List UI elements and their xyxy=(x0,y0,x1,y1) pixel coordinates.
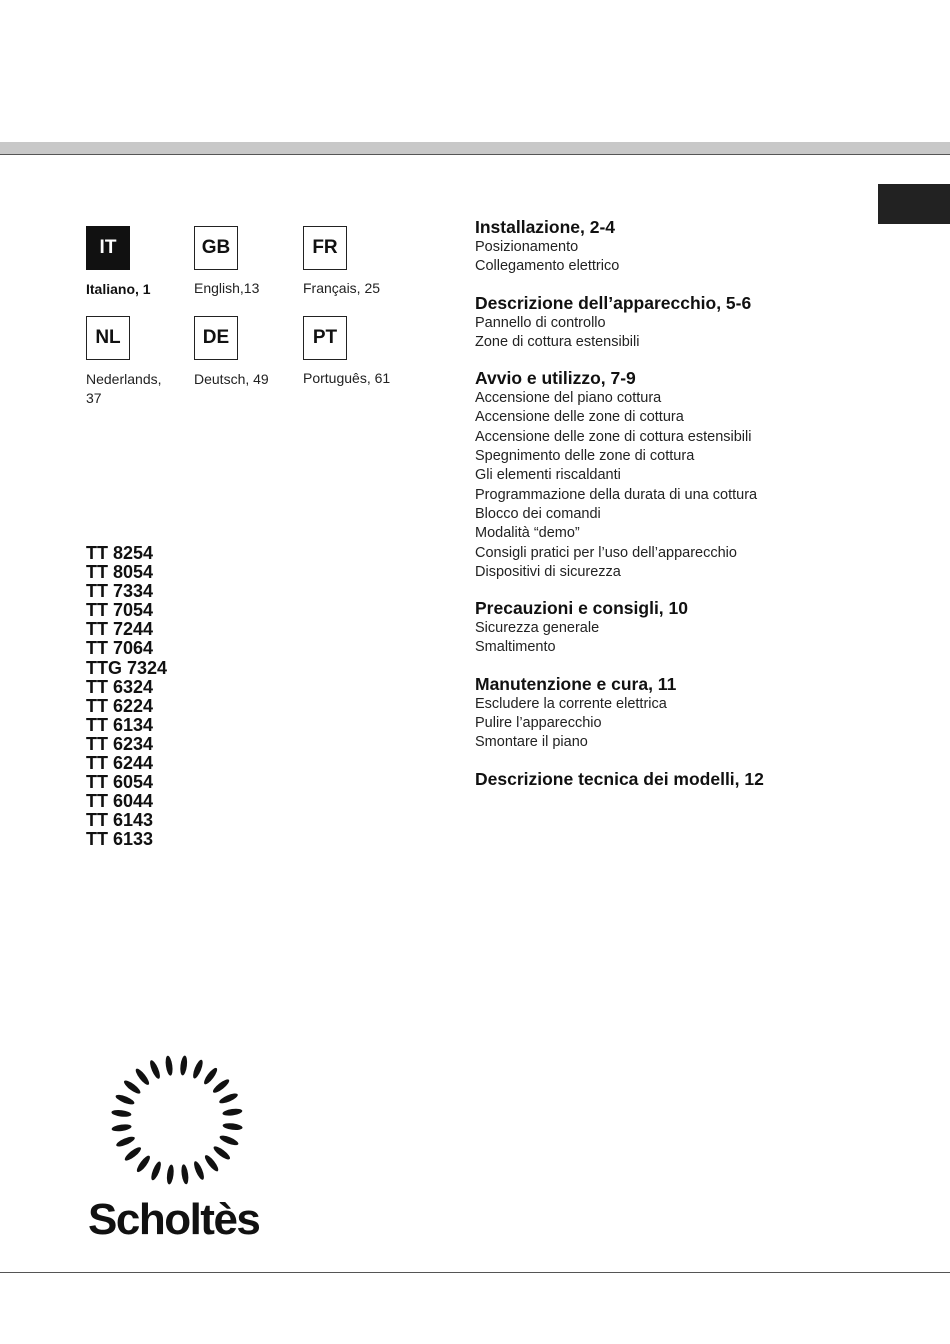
model-item: TTG 7324 xyxy=(86,657,168,678)
toc-heading[interactable]: Installazione, 2-4 xyxy=(475,217,616,237)
toc-item[interactable]: Pulire l’apparecchio xyxy=(475,715,602,732)
toc-section xyxy=(475,597,875,658)
toc-item[interactable]: Blocco dei comandi xyxy=(475,505,601,522)
model-item: TT 6324 xyxy=(86,676,154,697)
toc-item[interactable]: Accensione delle zone di cottura estensibili xyxy=(475,428,752,445)
lang-label-it[interactable]: Italiano, 1 xyxy=(86,281,151,297)
lang-box-it[interactable]: IT xyxy=(86,226,130,270)
sun-ray xyxy=(111,1123,132,1132)
model-item: TT 7054 xyxy=(86,600,154,621)
lang-label-gb[interactable]: English,13 xyxy=(194,280,260,296)
header-divider xyxy=(0,154,950,155)
toc-item[interactable]: Accensione del piano cottura xyxy=(475,390,662,407)
table-of-contents xyxy=(475,216,875,805)
model-list xyxy=(86,544,167,850)
toc-heading[interactable]: Precauzioni e consigli, 10 xyxy=(475,598,688,619)
model-item: TT 6244 xyxy=(86,753,154,774)
lang-label-nl[interactable]: Nederlands, 37 xyxy=(86,371,162,406)
model-item: TT 7244 xyxy=(86,619,154,640)
toc-section xyxy=(475,292,875,353)
lang-box-pt[interactable]: PT xyxy=(303,316,347,360)
sun-ray xyxy=(179,1055,188,1076)
toc-item[interactable]: Pannello di controllo xyxy=(475,314,606,331)
sun-ray xyxy=(222,1108,243,1117)
toc-item[interactable]: Dispositivi di sicurezza xyxy=(475,563,621,580)
toc-section xyxy=(475,768,875,790)
footer-divider xyxy=(0,1272,950,1273)
lang-box-nl[interactable]: NL xyxy=(86,316,130,360)
toc-item[interactable]: Zone di cottura estensibili xyxy=(475,333,640,350)
toc-item[interactable]: Collegamento elettrico xyxy=(475,258,620,275)
toc-item[interactable]: Posizionamento xyxy=(475,239,579,255)
sun-ray xyxy=(123,1145,143,1162)
sun-ray xyxy=(122,1079,142,1096)
toc-item[interactable]: Smaltimento xyxy=(475,639,556,656)
toc-section xyxy=(475,673,875,753)
model-item: TT 6133 xyxy=(86,829,154,850)
sun-ray xyxy=(135,1154,152,1174)
model-item: TT 7064 xyxy=(86,638,154,659)
sun-ray xyxy=(148,1059,162,1080)
model-item: TT 8254 xyxy=(86,543,154,563)
lang-label-de[interactable]: Deutsch, 49 xyxy=(194,371,269,387)
model-item: TT 8054 xyxy=(86,562,154,583)
sun-ray xyxy=(149,1160,162,1181)
lang-label-pt[interactable]: Português, 61 xyxy=(303,370,391,386)
sun-ray xyxy=(134,1067,151,1087)
sun-ray xyxy=(211,1077,231,1094)
lang-box-de[interactable]: DE xyxy=(194,316,238,360)
section-tab-marker xyxy=(878,184,950,224)
toc-item[interactable]: Consigli pratici per l’uso dell’apparecchio xyxy=(475,544,737,561)
brand-logo-text: Scholtès xyxy=(88,1195,260,1244)
sun-ray xyxy=(115,1135,136,1149)
toc-item[interactable]: Gli elementi riscaldanti xyxy=(475,467,621,484)
model-item: TT 6234 xyxy=(86,733,154,754)
toc-item[interactable]: Accensione delle zone di cottura xyxy=(475,409,684,426)
toc-item[interactable]: Smontare il piano xyxy=(475,734,588,751)
sun-ray xyxy=(180,1164,189,1185)
sun-ray xyxy=(219,1134,240,1147)
sun-ray xyxy=(191,1059,204,1080)
sun-ray xyxy=(203,1153,220,1173)
sun-ray xyxy=(202,1066,219,1086)
toc-item[interactable]: Sicurezza generale xyxy=(475,620,600,637)
toc-heading[interactable]: Manutenzione e cura, 11 xyxy=(475,673,677,694)
sun-ray xyxy=(111,1109,132,1118)
sun-ray xyxy=(212,1144,232,1161)
sun-ray xyxy=(222,1122,243,1131)
toc-heading[interactable]: Descrizione dell’apparecchio, 5-6 xyxy=(475,292,752,313)
sun-ray xyxy=(165,1055,174,1076)
lang-label-fr[interactable]: Français, 25 xyxy=(303,280,381,296)
sun-ray xyxy=(115,1093,136,1106)
toc-heading[interactable]: Avvio e utilizzo, 7-9 xyxy=(475,368,636,389)
sun-ray xyxy=(166,1164,175,1185)
toc-item[interactable]: Programmazione della durata di una cottura xyxy=(475,486,758,503)
toc-heading[interactable]: Descrizione tecnica dei modelli, 12 xyxy=(475,768,764,789)
toc-section xyxy=(475,367,875,582)
header-bar xyxy=(0,142,950,154)
model-item: TT 7334 xyxy=(86,581,154,602)
model-item: TT 6143 xyxy=(86,810,154,831)
toc-item[interactable]: Spegnimento delle zone di cottura xyxy=(475,448,695,465)
sun-ray xyxy=(218,1092,239,1106)
lang-box-gb[interactable]: GB xyxy=(194,226,238,270)
lang-box-fr[interactable]: FR xyxy=(303,226,347,270)
sun-ray xyxy=(192,1160,206,1181)
model-item: TT 6134 xyxy=(86,714,154,735)
model-item: TT 6044 xyxy=(86,791,154,812)
toc-item[interactable]: Modalità “demo” xyxy=(475,525,580,542)
toc-section xyxy=(475,216,875,277)
model-item: TT 6054 xyxy=(86,772,154,793)
model-item: TT 6224 xyxy=(86,695,154,716)
toc-item[interactable]: Escludere la corrente elettrica xyxy=(475,695,667,712)
